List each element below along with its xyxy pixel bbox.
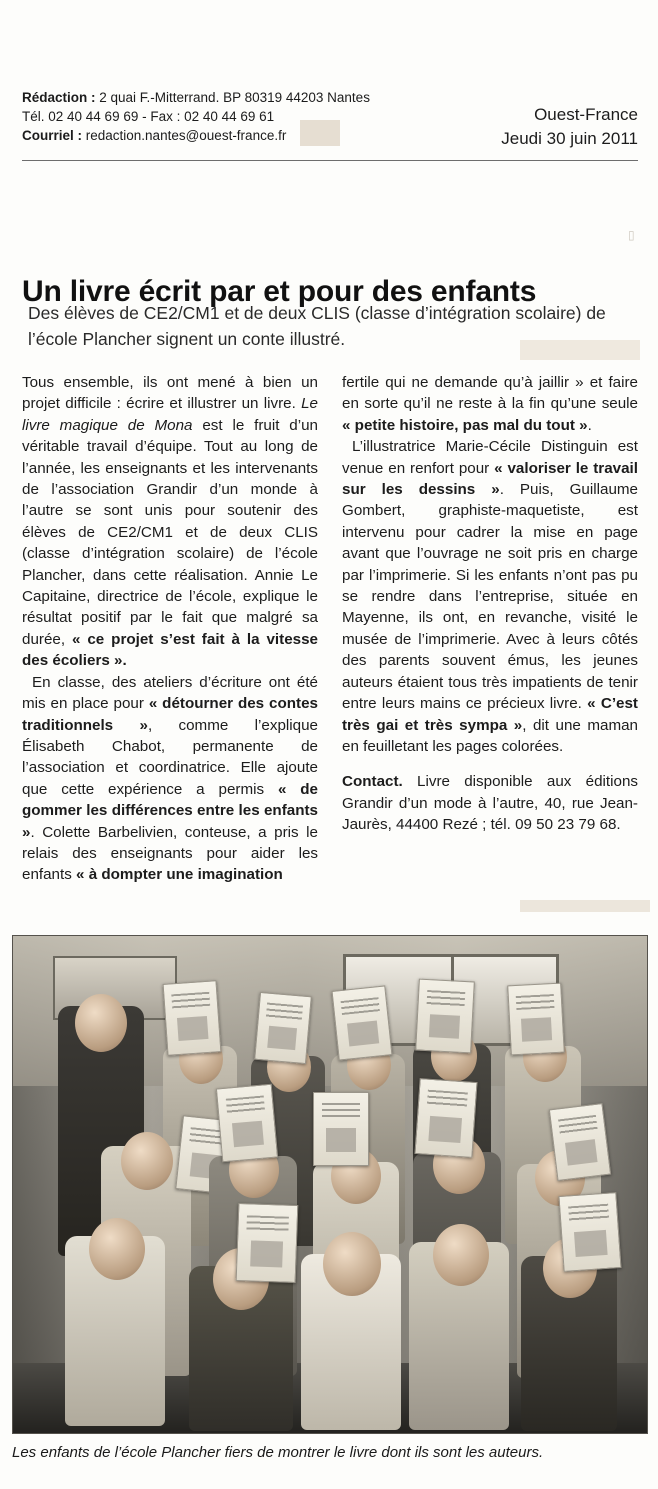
redaction-label: Rédaction : bbox=[22, 90, 96, 105]
text-run: , dit une maman en feuilletant les pages colorées. bbox=[342, 716, 638, 755]
masthead bbox=[22, 88, 638, 151]
paragraph bbox=[342, 436, 638, 757]
text-run: . Colette Barbelivien, conteuse, a pris le relais des enseignants pour aider les enfants bbox=[22, 823, 318, 884]
photo-book bbox=[414, 1078, 477, 1158]
masthead-contact-block bbox=[22, 88, 370, 145]
courriel-label: Courriel : bbox=[22, 128, 83, 143]
quote-run: « détourner des contes traditionnels » bbox=[22, 695, 318, 734]
article-body bbox=[22, 372, 638, 886]
photo-book bbox=[558, 1192, 621, 1272]
quote-run: « de gommer les différences entre les enfants » bbox=[22, 780, 318, 841]
text-run: , comme l’explique Élisabeth Chabot, permanente de l’association et coordinatrice. Elle ajoute que cette expérience a permis bbox=[22, 716, 318, 798]
masthead-tel-line: Tél. 02 40 44 69 69 - Fax : 02 40 44 69 61 bbox=[22, 109, 275, 124]
header-divider bbox=[22, 160, 638, 161]
courriel-address[interactable]: redaction.nantes@ouest-france.fr bbox=[82, 128, 287, 143]
quote-run: « ce projet s’est fait à la vitesse des écoliers ». bbox=[22, 630, 318, 670]
quote-run: « petite histoire, pas mal du tout » bbox=[342, 416, 588, 434]
quote-run: « valoriser le travail sur les dessins » bbox=[342, 459, 638, 499]
masthead-address-line bbox=[22, 88, 370, 107]
paper-bleed-mark: ▯ bbox=[628, 228, 635, 242]
contact-label: Contact. bbox=[342, 773, 403, 791]
photo-person-head bbox=[323, 1232, 381, 1296]
article-column-right bbox=[342, 372, 638, 886]
masthead-courriel-line bbox=[22, 126, 370, 145]
masthead-title-block bbox=[501, 88, 638, 151]
book-title: Le livre magique de Mona bbox=[22, 395, 318, 434]
photo-caption: Les enfants de l’école Plancher fiers de montrer le livre dont ils sont les auteurs. bbox=[12, 1444, 544, 1461]
article-photo bbox=[12, 935, 648, 1434]
page-title: Un livre écrit par et pour des enfants bbox=[22, 275, 537, 309]
photo-book bbox=[415, 979, 475, 1054]
article-column-left bbox=[22, 372, 318, 886]
paragraph bbox=[22, 372, 318, 672]
text-run: est le fruit d’un véritable travail d’équipe. Tout au long de l’année, les enseignants et les intervenants de l’association Grandir d’un monde à l’autre se sont unis pour soutenir des élèves de CE2/CM1 et de deux CLIS (classe d’intégration scolaire) de l’école Plancher, dans cette réalisation. Annie Le Capitaine, directrice de l’école, explique le résultat positif par le fait que malgré sa durée, bbox=[22, 416, 318, 648]
text-run: En classe, des ateliers d’écriture ont été mis en place pour bbox=[22, 673, 318, 713]
text-run: et faire en sorte qu’il ne reste à la fin qu’une seule bbox=[342, 374, 639, 413]
quote-run: « C’est très gai et très sympa » bbox=[342, 695, 638, 734]
text-run: fertile qui ne demande qu’à jaillir » bbox=[342, 374, 584, 391]
photo-person-head bbox=[75, 994, 127, 1052]
issue-date: Jeudi 30 juin 2011 bbox=[501, 129, 638, 148]
photo-book bbox=[507, 983, 565, 1056]
text-run: L’illustratrice Marie-Cécile Distinguin est venue en renfort pour bbox=[342, 438, 638, 477]
quote-run: « à dompter une imagination bbox=[76, 866, 283, 884]
photo-book bbox=[216, 1084, 278, 1163]
contact-paragraph bbox=[342, 771, 638, 835]
text-run: . bbox=[587, 416, 592, 434]
paper-bleed-mark bbox=[520, 900, 650, 912]
text-run: . Puis, Guillaume Gombert, graphiste-maquetiste, est intervenu pour cadrer la mise en page avant que l’ouvrage ne soit pris en charge par l’imprimerie. Si les enfants n’ont pas pu se rendre dans l’entreprise, située en Mayenne, ils ont, en revanche, visité le musée de l’imprimerie. Avec à leurs côtés des parents souvent émus, les jeunes auteurs étaient tous très impatients de tenir entre leurs mains ce précieux livre. bbox=[342, 481, 638, 713]
photo-book bbox=[236, 1203, 299, 1283]
photo-book bbox=[331, 985, 392, 1060]
photo-person-head bbox=[433, 1224, 489, 1286]
photo-book bbox=[549, 1103, 611, 1181]
photo-book bbox=[313, 1092, 369, 1166]
redaction-address: 2 quai F.-Mitterrand. BP 80319 44203 Nantes bbox=[95, 90, 370, 105]
photo-book bbox=[163, 980, 222, 1056]
paper-name: Ouest-France bbox=[534, 105, 638, 124]
contact-details: Livre disponible aux éditions Grandir d’un mode à l’autre, 40, rue Jean-Jaurès, 44400 Rezé ; tél. 09 50 23 79 68. bbox=[342, 773, 638, 834]
photo-person-head bbox=[89, 1218, 145, 1280]
paragraph bbox=[22, 672, 318, 886]
article-standfirst: Des élèves de CE2/CM1 et de deux CLIS (classe d’intégration scolaire) de l’école Plancher signent un conte illustré. bbox=[28, 303, 606, 349]
photo-book bbox=[254, 992, 312, 1064]
paragraph bbox=[342, 372, 638, 436]
text-run: Tous ensemble, ils ont mené à bien un projet difficile : écrire et illustrer un livre. bbox=[22, 374, 318, 413]
photo-person-head bbox=[121, 1132, 173, 1190]
